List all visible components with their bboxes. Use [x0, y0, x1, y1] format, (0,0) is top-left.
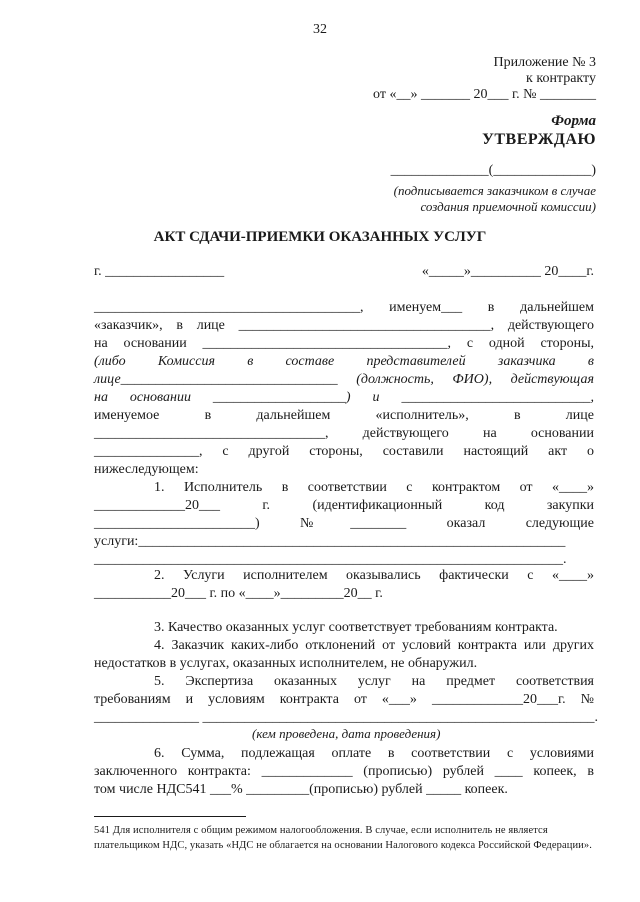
item6-line-3: том числе НДС541 ___% _________(прописью) рублей _____ копеек. [94, 782, 508, 797]
signature-note-2: создания приемочной комиссии) [420, 199, 596, 214]
item5-line-1: 5. Экспертиза оказанных услуг на предмет соответствия [154, 674, 594, 689]
item6-line-1: 6. Сумма, подлежащая оплате в соответствии с условиями [154, 746, 594, 761]
item5-note: (кем проведена, дата проведения) [252, 726, 441, 741]
item5-line-2: требованиям и условиям контракта от «___» _____________20___г. № [94, 692, 594, 707]
item1-line-1: 1. Исполнитель в соответствии с контрактом от «____» [154, 480, 594, 495]
contract-date-line: от «__» _______ 20___ г. № ________ [373, 87, 596, 102]
item3-line: 3. Качество оказанных услуг соответствует требованиям контракта. [154, 620, 558, 635]
item4-line-1: 4. Заказчик каких-либо отклонений от условий контракта или других [154, 638, 594, 653]
item1-line-3: _______________________) №________ оказал следующие [94, 516, 594, 531]
appendix-label: Приложение № 3 [493, 55, 596, 70]
body-line-6: на основании ___________________) и ___________________________, [94, 390, 594, 405]
body-line-10: нижеследующем: [94, 462, 199, 477]
item1-line-4: услуги:_____________________________________________________________ [94, 534, 566, 549]
footnote-line-1: 541 Для исполнителя с общим режимом налогообложения. В случае, если исполнитель не является [94, 825, 548, 836]
body-line-1: ______________________________________, именуем___ в дальнейшем [94, 300, 594, 315]
item1-line-2: _____________20___ г. (идентификационный код закупки [94, 498, 594, 513]
item6-line-2: заключенного контракта: _____________ (прописью) рублей ____ копеек, в [94, 764, 594, 779]
signature-note-1: (подписывается заказчиком в случае [393, 183, 596, 198]
page-number: 32 [313, 22, 327, 37]
body-line-4: (либо Комиссия в составе представителей заказчика в [94, 354, 594, 369]
item4-line-2: недостатков в услугах, оказанных исполнителем, не обнаружил. [94, 656, 478, 671]
city-field: г. _________________ [94, 264, 225, 279]
form-label: Форма [551, 113, 596, 129]
item1-line-5: ___________________________________________________________________. [94, 552, 567, 567]
document-title: АКТ СДАЧИ-ПРИЕМКИ ОКАЗАННЫХ УСЛУГ [153, 229, 487, 245]
approve-heading: УТВЕРЖДАЮ [482, 131, 596, 148]
body-line-9: _______________, с другой стороны, составили настоящий акт о [94, 444, 594, 459]
contract-label: к контракту [526, 71, 596, 86]
body-line-3: на основании ___________________________________, с одной стороны, [94, 336, 594, 351]
footnote-line-2: плательщиком НДС, указать «НДС не облагается на основании Налогового кодекса Российской Федерации». [94, 840, 592, 851]
item2-line-1: 2. Услуги исполнителем оказывались фактически с «____» [154, 568, 594, 583]
body-line-7: именуемое в дальнейшем «исполнитель», в лице [94, 408, 594, 423]
body-line-2: «заказчик», в лице ____________________________________, действующего [94, 318, 594, 333]
item5-line-3: _______________ ________________________________________________________. [94, 710, 598, 725]
act-date-field: «_____»__________ 20____г. [421, 264, 594, 279]
signature-line: ______________(______________) [390, 163, 596, 178]
body-line-5: лице_______________________________ (должность, ФИО), действующая [94, 372, 594, 387]
footnote-separator [94, 816, 246, 817]
body-line-8: _________________________________, действующего на основании [94, 426, 594, 441]
item2-line-2: ___________20___ г. по «____»_________20__ г. [94, 586, 383, 601]
